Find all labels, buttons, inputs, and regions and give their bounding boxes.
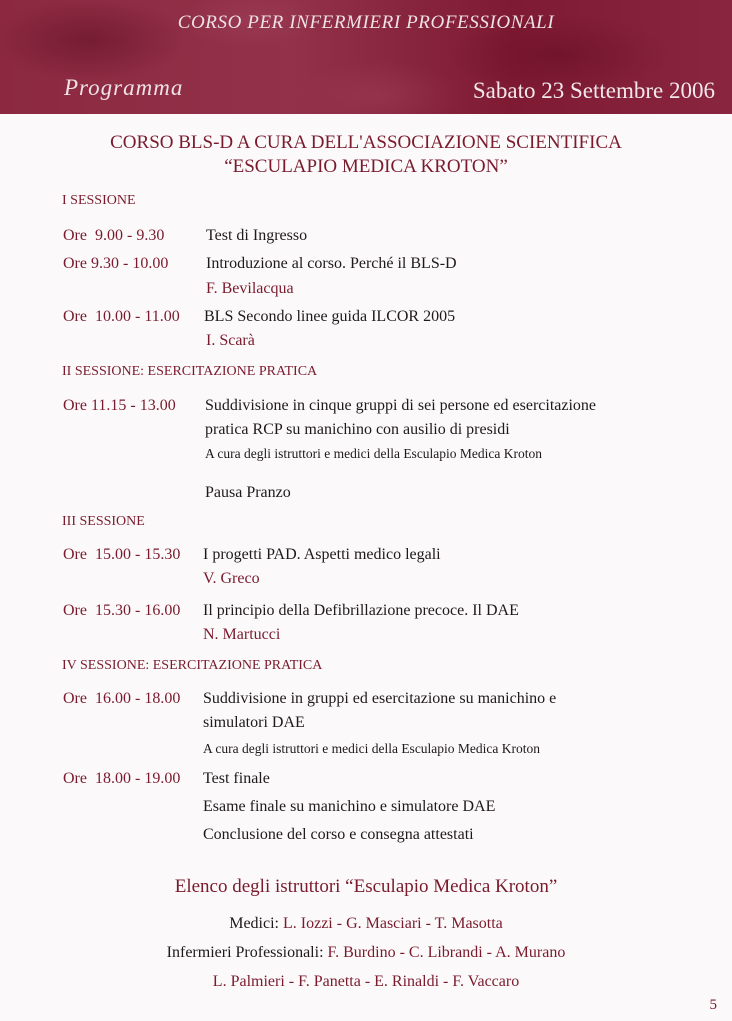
session-1-label: I SESSIONE (62, 193, 136, 208)
session-4-item-2-desc-line2: Esame finale su manichino e simulatore DAE (203, 798, 496, 815)
session-2-item-1-desc-line2: pratica RCP su manichino con ausilio di presidi (205, 421, 510, 438)
session-3-item-1-speaker: V. Greco (203, 570, 260, 587)
session-4-item-2-desc-line3: Conclusione del corso e consegna attestati (203, 826, 474, 843)
page-number: 5 (709, 997, 717, 1013)
infermieri-label: Infermieri Professionali: (166, 944, 324, 961)
session-1-item-1-desc: Test di Ingresso (206, 227, 308, 244)
session-4-item-1-note: A cura degli istruttori e medici della Esculapio Medica Kroton (203, 741, 541, 756)
session-1-item-2-speaker: F. Bevilacqua (206, 280, 294, 297)
header-banner (0, 0, 732, 114)
session-3-item-2-time: Ore 15.30 - 16.00 (63, 602, 181, 619)
session-1-item-3-time: Ore 10.00 - 11.00 (63, 308, 180, 325)
instructors-heading: Elenco degli istruttori “Esculapio Medica Kroton” (174, 876, 558, 897)
course-title: CORSO PER INFERMIERI PROFESSIONALI (177, 12, 555, 33)
lunch-break: Pausa Pranzo (205, 484, 291, 501)
session-3-item-2-speaker: N. Martucci (203, 626, 281, 643)
infermieri-names-2: L. Palmieri - F. Panetta - E. Rinaldi - F. Vaccaro (212, 973, 520, 990)
session-4-label: IV SESSIONE: ESERCITAZIONE PRATICA (62, 658, 323, 673)
session-4-item-1-desc-line2: simulatori DAE (203, 714, 305, 731)
instructors-infermieri (0, 944, 732, 962)
session-4-item-1-time: Ore 16.00 - 18.00 (63, 690, 181, 707)
session-2-item-1-desc-line1: Suddivisione in cinque gruppi di sei persone ed esercitazione (205, 397, 597, 414)
session-1-item-1-time: Ore 9.00 - 9.30 (63, 227, 165, 244)
session-1-item-3-desc: BLS Secondo linee guida ILCOR 2005 (204, 308, 456, 325)
medici-label: Medici: (229, 915, 279, 932)
session-3-item-1-time: Ore 15.00 - 15.30 (63, 546, 181, 563)
session-2-item-1-note: A cura degli istruttori e medici della Esculapio Medica Kroton (205, 446, 543, 461)
session-4-item-1-desc-line1: Suddivisione in gruppi ed esercitazione su manichino e (203, 690, 557, 707)
session-3-item-2-desc: Il principio della Defibrillazione precoce. Il DAE (203, 602, 519, 619)
infermieri-names-1: F. Burdino - C. Librandi - A. Murano (327, 944, 566, 961)
event-date: Sabato 23 Settembre 2006 (472, 78, 715, 103)
session-3-label: III SESSIONE (62, 514, 145, 529)
session-2-item-1-time: Ore 11.15 - 13.00 (63, 397, 176, 414)
main-title-line1: CORSO BLS-D A CURA DELL'ASSOCIAZIONE SCIENTIFICA (110, 132, 622, 153)
session-1-item-2-desc: Introduzione al corso. Perché il BLS-D (206, 255, 457, 272)
main-title-line2: “ESCULAPIO MEDICA KROTON” (224, 156, 508, 177)
medici-names: L. Iozzi - G. Masciari - T. Masotta (282, 915, 503, 932)
session-1-item-3-speaker: I. Scarà (206, 332, 255, 349)
session-4-item-2-desc-line1: Test finale (203, 770, 270, 787)
section-label: Programma (64, 75, 184, 100)
instructors-medici (0, 915, 732, 933)
session-3-item-1-desc: I progetti PAD. Aspetti medico legali (203, 546, 441, 563)
session-4-item-2-time: Ore 18.00 - 19.00 (63, 770, 181, 787)
session-1-item-2-time: Ore 9.30 - 10.00 (63, 255, 169, 272)
session-2-label: II SESSIONE: ESERCITAZIONE PRATICA (62, 364, 318, 379)
